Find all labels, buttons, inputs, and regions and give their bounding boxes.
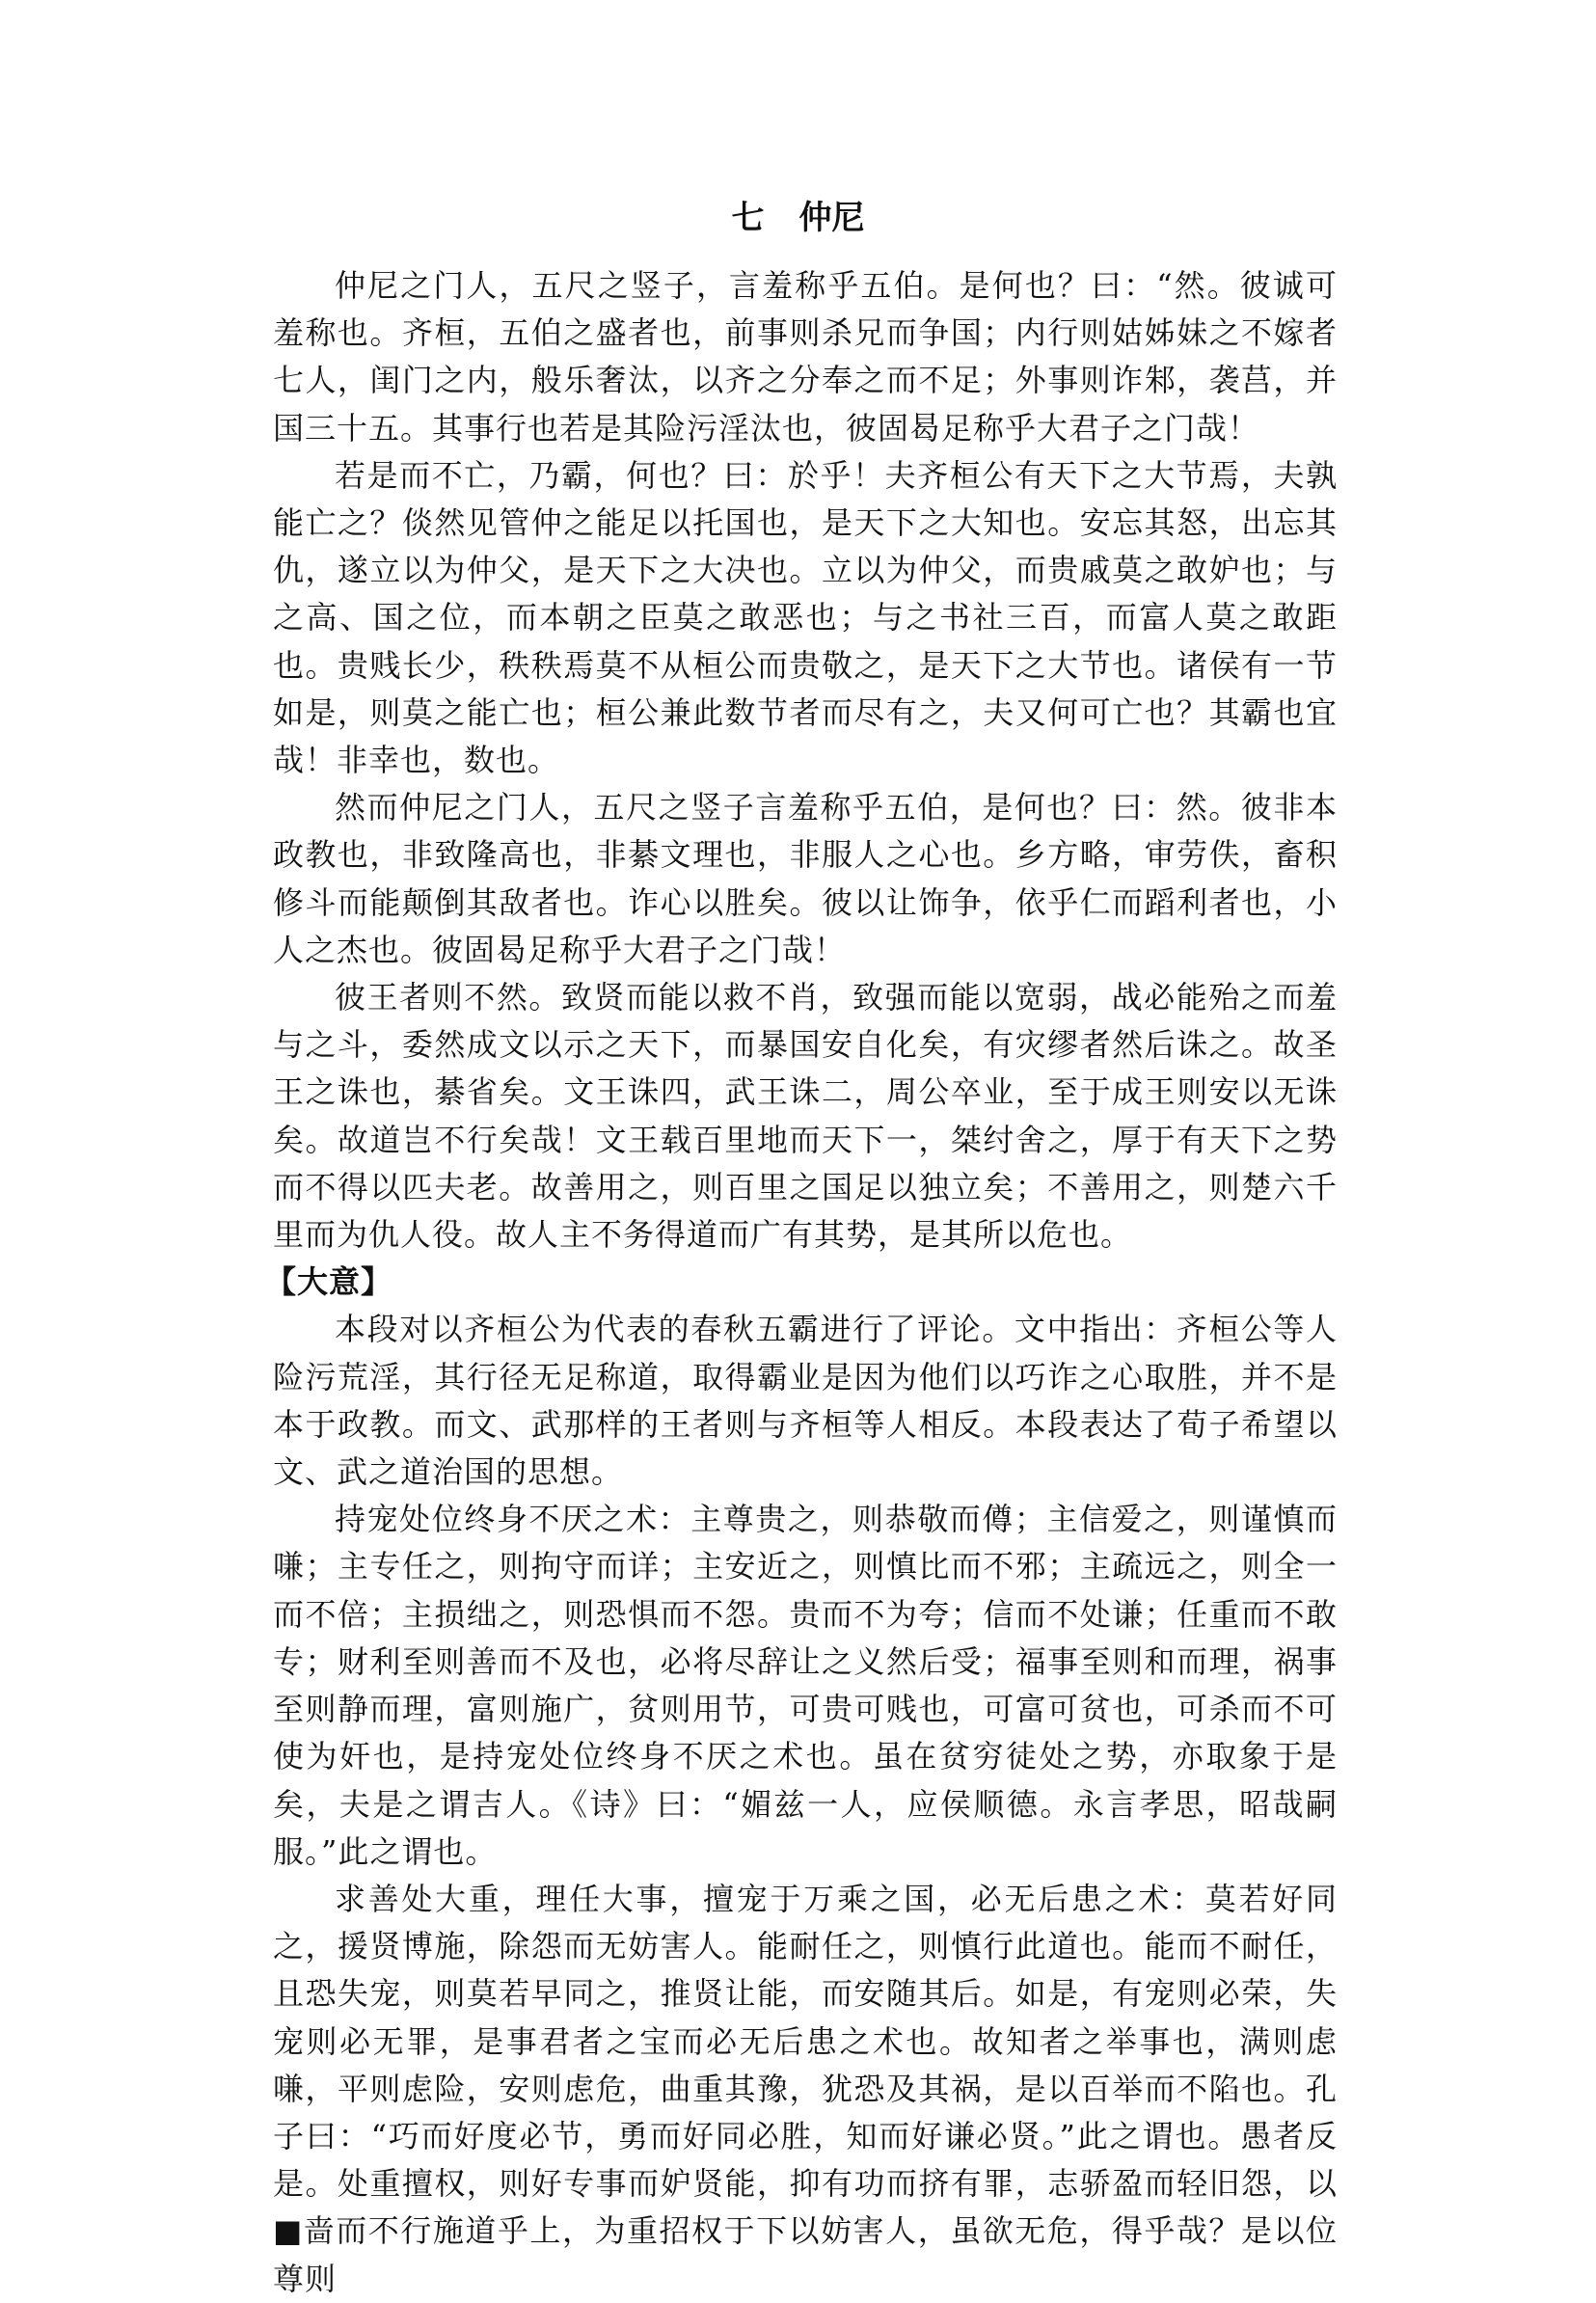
chapter-number: 七 [731, 199, 765, 237]
summary-paragraph: 本段对以齐桓公为代表的春秋五霸进行了评论。文中指出：齐桓公等人险污荒淫，其行径无足称道，取得霸业是因为他们以巧诈之心取胜，并不是本于政教。而文、武那样的王者则与齐桓等人相反。本段表达了荀子希望以文、武之道治国的思想。 [273, 1311, 1338, 1491]
paragraph: 若是而不亡，乃霸，何也？曰：於乎！夫齐桓公有天下之大节焉，夫孰能亡之？倓然见管仲之能足以托国也，是天下之大知也。安忘其怒，出忘其仇，遂立以为仲父，是天下之大决也。立以为仲父，而贵戚莫之敢妒也；与之高、国之位，而本朝之臣莫之敢恶也；与之书社三百，而富人莫之敢距也。贵贱长少，秩秩焉莫不从桓公而贵敬之，是天下之大节也。诸侯有一节如是，则莫之能亡也；桓公兼此数节者而尽有之，夫又何可亡也？其霸也宜哉！非幸也，数也。 [273, 456, 1338, 779]
chapter-title [0, 195, 1596, 241]
paragraph: 彼王者则不然。致贤而能以救不肖，致强而能以宽弱，战必能殆之而羞与之斗，委然成文以示之天下，而暴国安自化矣，有灾缪者然后诛之。故圣王之诛也，綦省矣。文王诛四，武王诛二，周公卒业，至于成王则安以无诛矣。故道岂不行矣哉！文王载百里地而天下一，桀纣舍之，厚于有天下之势而不得以匹夫老。故善用之，则百里之国足以独立矣；不善用之，则楚六千里而为仇人役。故人主不务得道而广有其势，是其所以危也。 [273, 979, 1338, 1254]
text-body [265, 262, 1338, 2303]
paragraph: 求善处大重，理任大事，擅宠于万乘之国，必无后患之术：莫若好同之，援贤博施，除怨而无妨害人。能耐任之，则慎行此道也。能而不耐任，且恐失宠，则莫若早同之，推贤让能，而安随其后。如是，有宠则必荣，失宠则必无罪，是事君者之宝而必无后患之术也。故知者之举事也，满则虑嗛，平则虑险，安则虑危，曲重其豫，犹恐及其祸，是以百举而不陷也。孔子曰：“巧而好度必节，勇而好同必胜，知而好谦必贤。”此之谓也。愚者反是。处重擅权，则好专事而妒贤能，抑有功而挤有罪，志骄盈而轻旧怨，以■啬而不行施道乎上，为重招权于下以妨害人，虽欲无危，得乎哉？是以位尊则 [273, 1880, 1338, 2297]
paragraph: 仲尼之门人，五尺之竖子，言羞称乎五伯。是何也？曰：“然。彼诚可羞称也。齐桓，五伯之盛者也，前事则杀兄而争国；内行则姑姊妹之不嫁者七人，闺门之内，般乐奢汰，以齐之分奉之而不足；外事则诈邾，袭莒，并国三十五。其事行也若是其险污淫汰也，彼固曷足称乎大君子之门哉！ [273, 267, 1338, 447]
paragraph: 然而仲尼之门人，五尺之竖子言羞称乎五伯，是何也？曰：然。彼非本政教也，非致隆高也，非綦文理也，非服人之心也。乡方略，审劳佚，畜积修斗而能颠倒其敌者也。诈心以胜矣。彼以让饰争，依乎仁而蹈利者也，小人之杰也。彼固曷足称乎大君子之门哉！ [273, 789, 1338, 968]
chapter-name: 仲尼 [798, 199, 865, 237]
paragraph: 持宠处位终身不厌之术：主尊贵之，则恭敬而僔；主信爱之，则谨慎而嗛；主专任之，则拘守而详；主安近之，则慎比而不邪；主疏远之，则全一而不倍；主损绌之，则恐惧而不怨。贵而不为夸；信而不处谦；任重而不敢专；财利至则善而不及也，必将尽辞让之义然后受；福事至则和而理，祸事至则静而理，富则施广，贫则用节，可贵可贱也，可富可贫也，可杀而不可使为奸也，是持宠处位终身不厌之术也。虽在贫穷徒处之势，亦取象于是矣，夫是之谓吉人。《诗》曰：“媚兹一人，应侯顺德。永言孝思，昭哉嗣服。”此之谓也。 [273, 1501, 1338, 1870]
section-heading: 【大意】 [265, 1263, 393, 1301]
